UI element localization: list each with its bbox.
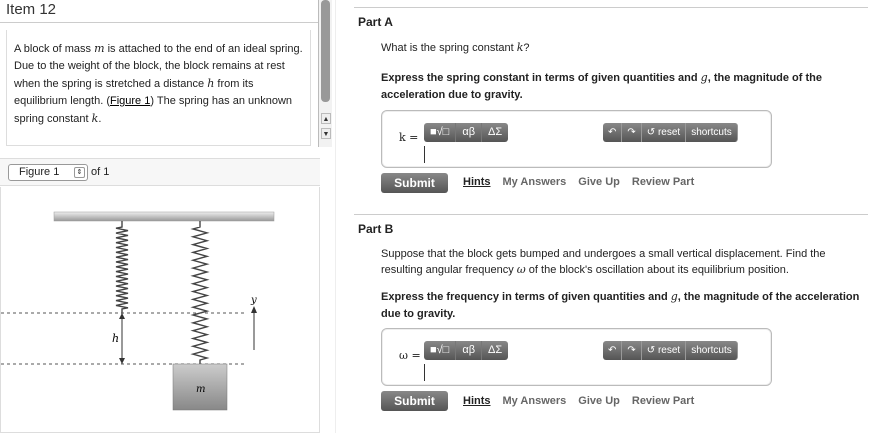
var-k: k [91,112,99,125]
var-g: g [700,71,708,84]
scroll-down-arrow-icon[interactable]: ▼ [321,128,331,139]
hints-link[interactable]: Hints [463,176,491,188]
math-toolbar [424,341,508,360]
reset-button[interactable]: ↺ reset [642,341,686,360]
question-text: ? [523,42,530,54]
answer-variable: k = [399,131,419,144]
redo-icon[interactable]: ↷ [622,123,641,142]
submit-button[interactable]: Submit [381,391,448,411]
reset-label: reset [657,127,681,138]
answer-variable: ω = [399,349,421,362]
problem-panel [0,0,330,433]
edit-toolbar [603,341,738,360]
symbols-button[interactable]: ΔΣ [488,126,503,138]
greek-letters-button[interactable]: αβ [456,341,482,360]
divider [354,7,868,8]
updown-icon: ⇕ [74,167,85,178]
my-answers-link[interactable]: My Answers [502,395,567,407]
var-g: g [670,290,678,303]
figure-select-value: Figure 1 [19,166,60,178]
figure-panel [0,187,320,433]
part-a-instruction [381,69,861,104]
h-label: h [112,332,120,345]
var-k: k [516,41,524,54]
part-b-actions [463,395,694,407]
problem-text: . [98,113,102,125]
question-text: Suppose that the block gets bumped and undergoes a small vertical displacement. Find the resulting angular frequency [381,248,826,276]
instruction-text: Express the spring constant in terms of given quantities and [381,72,701,84]
edit-toolbar [603,123,738,142]
h-arrow-down [119,358,125,364]
submit-button[interactable]: Submit [381,173,448,193]
part-b-question [381,247,861,278]
y-arrow-head [251,306,257,313]
spring-diagram [1,187,321,433]
answer-input[interactable] [424,364,754,381]
part-a-actions [463,176,694,188]
problem-text: ) The spring has an unknown spring constant [14,95,293,125]
redo-icon[interactable]: ↷ [622,341,641,360]
part-a-title: Part A [358,15,393,29]
problem-statement [6,30,311,146]
reset-button[interactable]: ↺ reset [642,123,686,142]
answer-input[interactable] [424,146,754,163]
spring-stretched [193,221,207,364]
greek-letters-button[interactable]: αβ [456,123,482,142]
var-h: h [207,77,215,90]
var-m: m [94,42,105,55]
divider [354,214,868,215]
figure-select[interactable] [8,164,88,181]
question-text: of the block's oscillation about its equilibrium position. [525,264,789,276]
scroll-up-arrow-icon[interactable]: ▲ [321,113,331,124]
hints-link[interactable]: Hints [463,395,491,407]
divider [335,0,336,433]
instruction-text: , the magnitude of the acceleration due to gravity. [381,291,860,320]
y-label: y [251,295,257,306]
review-part-link[interactable]: Review Part [631,176,695,188]
shortcuts-button[interactable]: shortcuts [686,123,738,142]
part-a-answer-box [381,110,772,168]
templates-button[interactable]: ■√□ [424,341,456,360]
answer-panel [344,0,872,433]
part-b-answer-box [381,328,772,386]
reset-label: reset [657,345,681,356]
undo-icon[interactable]: ↶ [603,123,622,142]
question-text: What is the spring constant [381,42,517,54]
scrollbar[interactable] [318,0,332,147]
spring-unstretched [116,221,128,313]
figure-navigation [0,158,320,186]
item-title: Item 12 [6,1,57,18]
shortcuts-button[interactable]: shortcuts [686,341,738,360]
scrollbar-thumb[interactable] [321,0,330,102]
part-b-title: Part B [358,222,394,236]
templates-button[interactable]: ■√□ [424,123,456,142]
review-part-link[interactable]: Review Part [631,395,695,407]
undo-icon[interactable]: ↶ [603,341,622,360]
ceiling [54,212,274,221]
problem-text: is attached to the end of an ideal spring. Due to the weight of the block, the block remains at rest when the spring is stretched a distance [14,43,303,90]
figure-count: of 1 [91,166,110,178]
divider [0,22,318,23]
problem-text: from its equilibrium length. ( [14,78,254,107]
my-answers-link[interactable]: My Answers [502,176,567,188]
problem-text: A block of mass [14,43,95,55]
math-toolbar [424,123,508,142]
figure-link[interactable]: Figure 1 [110,95,151,107]
give-up-link[interactable]: Give Up [578,395,620,407]
h-arrow-up [119,313,125,319]
part-b-instruction [381,288,861,323]
instruction-text: , the magnitude of the acceleration due to gravity. [381,72,822,101]
part-a-question [381,40,861,56]
give-up-link[interactable]: Give Up [578,176,620,188]
symbols-button[interactable]: ΔΣ [488,344,503,356]
instruction-text: Express the frequency in terms of given quantities and [381,291,671,303]
var-omega: ω [516,263,526,276]
block-mass-label: m [196,384,206,395]
